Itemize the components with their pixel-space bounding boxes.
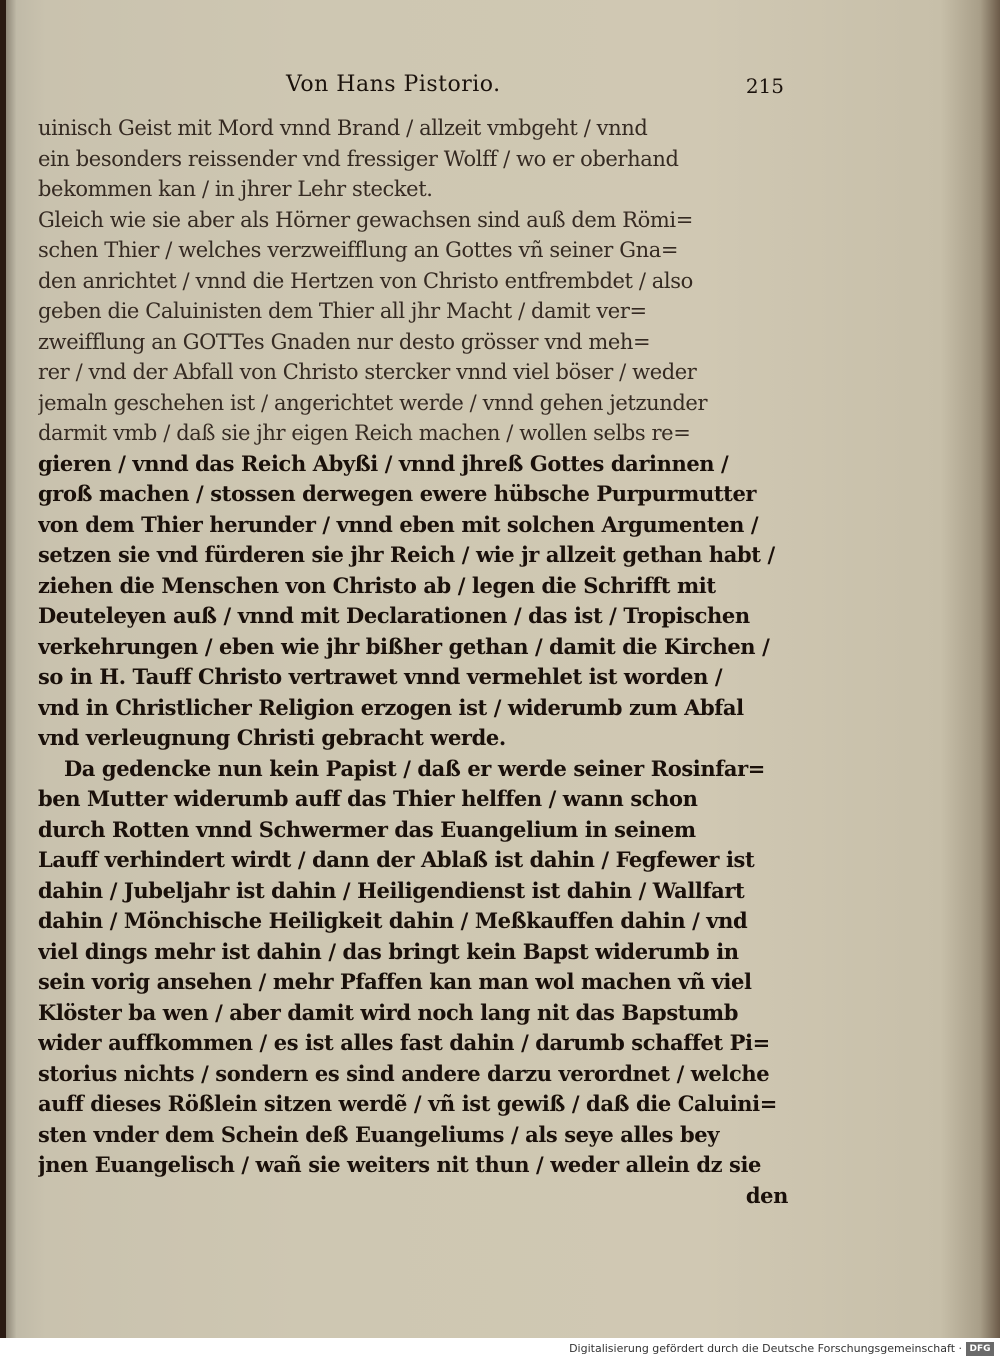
running-title: Von Hans Pistorio. xyxy=(286,72,501,97)
text-line: dahin / Mönchische Heiligkeit dahin / Meßkauffen dahin / vnd xyxy=(38,908,748,933)
text-line: sein vorig ansehen / mehr Pfaffen kan man wol machen vñ viel xyxy=(38,969,752,994)
text-line: auff dieses Rößlein sitzen werdẽ / vñ ist gewiß / daß die Caluini= xyxy=(38,1091,777,1116)
text-line: so in H. Tauff Christo vertrawet vnnd vermehlet ist worden / xyxy=(38,664,723,689)
text-line: ben Mutter widerumb auff das Thier helffen / wann schon xyxy=(38,786,698,811)
text-line: den xyxy=(745,1182,788,1208)
text-line: jemaln geschehen ist / angerichtet werde / vnnd gehen jetzunder xyxy=(38,390,708,415)
text-line: gieren / vnnd das Reich Abyßi / vnnd jhreß Gottes darinnen / xyxy=(38,450,729,476)
text-line: viel dings mehr ist dahin / das bringt kein Bapst widerumb in xyxy=(38,938,739,964)
text-line: vnd in Christlicher Religion erzogen ist / widerumb zum Abfal xyxy=(38,694,744,720)
text-line: wider auffkommen / es ist alles fast dahin / darumb schaffet Pi= xyxy=(38,1030,770,1055)
text-line: Da gedencke nun kein Papist / daß er werde seiner Rosinfar= xyxy=(64,755,765,781)
funding-credit: Digitalisierung gefördert durch die Deutsche Forschungsgemeinschaft · xyxy=(569,1342,962,1355)
text-line: darmit vmb / daß sie jhr eigen Reich machen / wollen selbs re= xyxy=(38,421,691,445)
text-line: ziehen die Menschen von Christo ab / legen die Schrifft mit xyxy=(38,572,716,598)
text-line: jnen Euangelisch / wañ sie weiters nit thun / weder allein dz sie xyxy=(38,1152,762,1177)
text-line: vnd verleugnung Christi gebracht werde. xyxy=(38,725,506,750)
text-line: verkehrungen / eben wie jhr bißher gethan / damit die Kirchen / xyxy=(38,633,770,659)
text-line: rer / vnd der Abfall von Christo stercker vnnd viel böser / weder xyxy=(38,360,697,384)
running-head xyxy=(286,72,786,108)
text-line: sten vnder dem Schein deß Euangeliums / als seye alles bey xyxy=(38,1121,720,1147)
text-line: ein besonders reissender vnd fressiger Wolff / wo er oberhand xyxy=(38,146,679,171)
text-line: zweifflung an GOTTes Gnaden nur desto grösser vnd meh= xyxy=(38,329,651,354)
text-line: storius nichts / sondern es sind andere darzu verordnet / welche xyxy=(38,1060,770,1086)
text-line: dahin / Jubeljahr ist dahin / Heiligendienst ist dahin / Wallfart xyxy=(38,877,745,903)
text-line: Deuteleyen auß / vnnd mit Declarationen / das ist / Tropischen xyxy=(38,603,750,628)
dfg-logo: DFG xyxy=(966,1342,994,1356)
text-line: den anrichtet / vnnd die Hertzen von Christo entfrembdet / also xyxy=(38,268,693,293)
body-text xyxy=(38,113,788,1211)
text-line: groß machen / stossen derwegen ewere hübsche Purpurmutter xyxy=(38,481,757,506)
text-line: durch Rotten vnnd Schwermer das Euangelium in seinem xyxy=(38,816,696,842)
page-number: 215 xyxy=(745,74,784,98)
text-line: von dem Thier herunder / vnnd eben mit solchen Argumenten / xyxy=(38,511,759,537)
page-edge-shadow xyxy=(6,0,16,1338)
book-page xyxy=(6,0,1000,1338)
text-line: bekommen kan / in jhrer Lehr stecket. xyxy=(38,177,433,201)
text-line: setzen sie vnd fürderen sie jhr Reich / wie jr allzeit gethan habt / xyxy=(38,542,775,567)
text-line: Gleich wie sie aber als Hörner gewachsen sind auß dem Römi= xyxy=(38,207,693,232)
text-line: Klöster ba wen / aber damit wird noch lang nit das Bapstumb xyxy=(38,999,739,1025)
footer-bar xyxy=(0,1338,1000,1361)
text-line: geben die Caluinisten dem Thier all jhr Macht / damit ver= xyxy=(38,299,647,323)
text-line: schen Thier / welches verzweifflung an Gottes vñ seiner Gna= xyxy=(38,238,679,262)
text-line: Lauff verhindert wirdt / dann der Ablaß ist dahin / Fegfewer ist xyxy=(38,847,755,872)
text-line: uinisch Geist mit Mord vnnd Brand / allzeit vmbgeht / vnnd xyxy=(38,116,648,140)
